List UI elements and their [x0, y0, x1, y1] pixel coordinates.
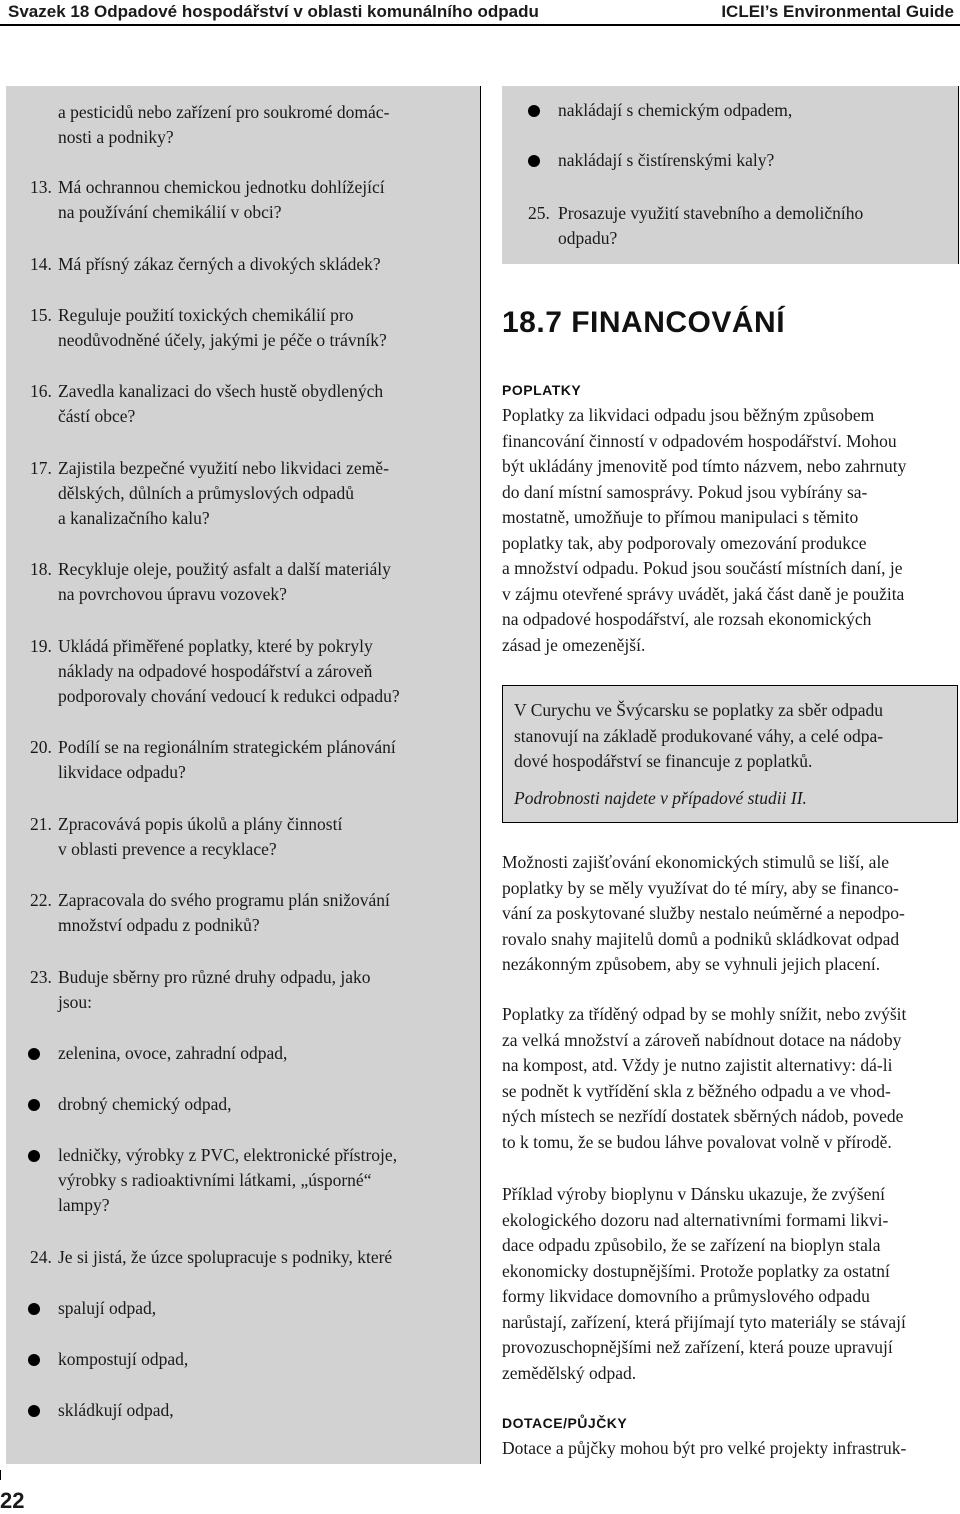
question-16: 16. Zavedla kanalizaci do všech hustě obydlených částí obce?	[30, 381, 384, 426]
case-study-callout	[502, 685, 958, 823]
subsection-heading-dotace: DOTACE/PŮJČKY	[502, 1415, 628, 1431]
question-19: 19. Ukládá přiměřené poplatky, které by pokryly náklady na odpadové hospodářství a zároveň podporovaly chování vedoucí k redukci odpadu?	[30, 636, 400, 706]
question-18: 18. Recykluje oleje, použitý asfalt a další materiály na povrchovou úpravu vozovek?	[30, 559, 391, 604]
column-divider	[480, 86, 481, 1464]
paragraph-biogas: Příklad výroby bioplynu v Dánsku ukazuje, že zvýšení ekologického dozoru nad alternativními formami likvi- dace odpadu způsobilo, že se zařízení na bioplyn stala ekonomicky dostupnějšími. Protože poplatky za ostatní formy likvidace domovního a průmyslového odpadu narůstají, zařízení, která přijímají tyto materiály se stávají provozuschopnějšími než zařízení, která pouze upravují zemědělský odpad.	[502, 1184, 906, 1383]
paragraph-subsidies: Dotace a půjčky mohou být pro velké projekty infrastruk-	[502, 1438, 907, 1458]
bullet-icon	[28, 1303, 40, 1315]
bullet-item: zelenina, ovoce, zahradní odpad,	[28, 1041, 473, 1066]
bullet-icon	[28, 1405, 40, 1417]
page-number: 22	[0, 1488, 25, 1513]
callout-reference: Podrobnosti najdete v případové studii II.	[514, 788, 807, 808]
callout-text: V Curychu ve Švýcarsku se poplatky za sběr odpadu stanovují na základě produkované váhy, a celé odpa- dové hospodářství se financuje z poplatků.	[514, 700, 884, 771]
question-12-continued: a pesticidů nebo zařízení pro soukromé domác- nosti a podniky?	[58, 102, 390, 147]
question-24: 24. Je si jistá, že úzce spolupracuje s podniky, které	[30, 1247, 393, 1267]
running-header	[0, 0, 960, 26]
bullet-icon	[28, 1354, 40, 1366]
question-23: 23. Buduje sběrny pro různé druhy odpadu, jako jsou:	[30, 967, 371, 1012]
paragraph-incentives: Možnosti zajišťování ekonomických stimulů se liší, ale poplatky by se měly využívat do té míry, aby se financo- vání za poskytované služby nestalo neúměrné a nepodpo- rovalo snahy majitelů domů a podniků skládkovat odpad nezákonným způsobem, aby se vyhnuli jejich placení.	[502, 852, 905, 974]
bullet-item: drobný chemický odpad,	[28, 1092, 473, 1117]
question-13: 13. Má ochrannou chemickou jednotku dohlížející na používání chemikálií v obci?	[30, 177, 385, 222]
bullet-item: nakládají s chemickým odpadem,	[528, 98, 953, 123]
bullet-icon	[28, 1150, 40, 1162]
header-guide-title: ICLEI’s Environmental Guide	[721, 2, 954, 21]
bullet-icon	[528, 155, 540, 167]
header-volume-title: Svazek 18 Odpadové hospodářství v oblasti komunálního odpadu	[8, 2, 539, 21]
bullet-item: skládkují odpad,	[28, 1398, 473, 1423]
paragraph-fees: Poplatky za likvidaci odpadu jsou běžným způsobem financování činností v odpadovém hospodářství. Mohou být ukládány jmenovitě pod tímto názvem, nebo zahrnuty do daní místní samosprávy. Pokud jsou vybírány sa- mostatně, umožňuje to přímou manipulaci s těmito poplatky tak, aby podporovaly omezování produkce a množství odpadu. Pokud jsou součástí místních daní, je v zájmu otevřené správy uvádět, jaká část daně je použita na odpadové hospodářství, ale rozsah ekonomických zásad je omezenější.	[502, 405, 907, 655]
bullet-icon	[28, 1099, 40, 1111]
question-20: 20. Podílí se na regionálním strategickém plánování likvidace odpadu?	[30, 737, 396, 782]
bullet-item: spalují odpad,	[28, 1296, 473, 1321]
bullet-icon	[28, 1048, 40, 1060]
question-25: 25. Prosazuje využití stavebního a demoličního odpadu?	[528, 203, 864, 248]
section-title: 18.7 FINANCOVÁNÍ	[502, 306, 786, 339]
bullet-item: kompostují odpad,	[28, 1347, 473, 1372]
box-right-border	[958, 86, 959, 264]
question-21: 21. Zpracovává popis úkolů a plány činností v oblasti prevence a recyklace?	[30, 814, 343, 859]
bullet-item: nakládají s čistírenskými kaly?	[528, 148, 953, 173]
paragraph-sorted-waste: Poplatky za tříděný odpad by se mohly snížit, nebo zvýšit za velká množství a zároveň nabídnout dotace na nádoby na kompost, atd. Vždy je nutno zajistit alternativy: dá-li se podnět k vytřídění skla z běžného odpadu a ve vhod- ných místech se nezřídí dostatek sběrných nádob, povede to k tomu, že se budou láhve povalovat volně v přírodě.	[502, 1004, 907, 1152]
footer-rule	[0, 1470, 1, 1480]
question-17: 17. Zajistila bezpečné využití nebo likvidaci země- dělských, důlních a průmyslových odpadů a kanalizačního kalu?	[30, 458, 389, 528]
question-14: 14. Má přísný zákaz černých a divokých skládek?	[30, 254, 381, 274]
bullet-item: ledničky, výrobky z PVC, elektronické přístroje, výrobky s radioaktivními látkami, „úsporné“ lampy?	[28, 1143, 473, 1218]
question-22: 22. Zapracovala do svého programu plán snižování množství odpadu z podniků?	[30, 890, 390, 935]
subsection-heading-poplatky: POPLATKY	[502, 382, 582, 398]
bullet-icon	[528, 105, 540, 117]
question-15: 15. Reguluje použití toxických chemikálií pro neodůvodněné účely, jakými je péče o trávník?	[30, 305, 387, 350]
